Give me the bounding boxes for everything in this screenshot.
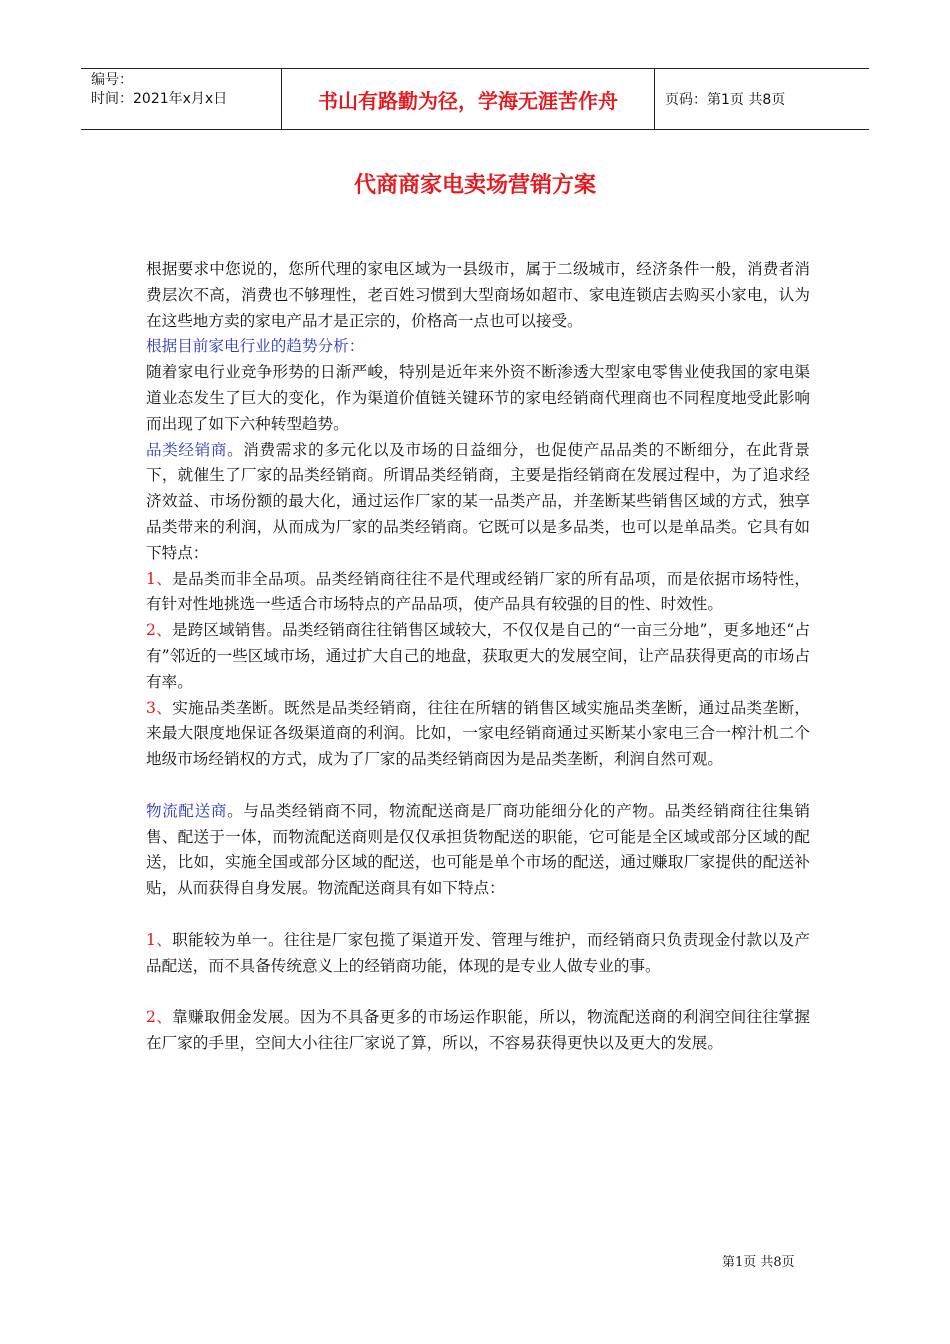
category-item-2 <box>146 618 810 695</box>
header-page-number: 页码：第1页 共8页 <box>665 92 786 108</box>
list-number: 2、 <box>146 1008 173 1027</box>
logistics-dealer-lead: 物流配送商 <box>146 801 228 820</box>
list-item-text: 是品类而非全品项。品类经销商往往不是代理或经销厂家的所有品项，而是依据市场特性，有针对性地挑选一些适合市场特点的产品品项，使产品具有较强的目的性、时效性。 <box>146 569 810 614</box>
intro-paragraph: 根据要求中您说的，您所代理的家电区域为一县级市，属于二级城市，经济条件一般，消费者消费层次不高，消费也不够理性，老百姓习惯到大型商场如超市、家电连锁店去购买小家电，认为在这些地方卖的家电产品才是正宗的，价格高一点也可以接受。 <box>146 260 810 330</box>
category-paragraph <box>146 438 810 567</box>
document-header <box>81 68 869 130</box>
document-title: 代商商家电卖场营销方案 <box>353 173 596 198</box>
category-item-3 <box>146 696 810 773</box>
document-date-label: 时间：2021年x月x日 <box>91 91 228 107</box>
logistics-dealer-text: 。与品类经销商不同，物流配送商是厂商功能细分化的产物。品类经销商往往集销售、配送于一体，而物流配送商则是仅仅承担货物配送的职能，它可能是全区域或部分区域的配送，比如，实施全国或部分区域的配送，也可能是单个市场的配送，通过赚取厂家提供的配送补贴，从而获得自身发展。物流配送商具有如下特点： <box>146 801 810 898</box>
page-footer: 第1页 共8页 <box>722 1255 795 1270</box>
paragraph-gap <box>146 979 810 1005</box>
category-dealer-lead: 品类经销商 <box>146 440 228 459</box>
header-meta <box>81 69 281 129</box>
document-body <box>146 257 810 1057</box>
paragraph-gap <box>146 773 810 799</box>
list-number: 3、 <box>146 698 173 717</box>
logistics-item-1 <box>146 928 810 980</box>
list-item-text: 靠赚取佣金发展。因为不具备更多的市场运作职能，所以，物流配送商的利润空间往往掌握在厂家的手里，空间大小往往厂家说了算，所以，不容易获得更快以及更大的发展。 <box>146 1008 810 1052</box>
trend-paragraph: 随着家电行业竞争形势的日渐严峻，特别是近年来外资不断渗透大型家电零售业使我国的家电渠道业态发生了巨大的变化，作为渠道价值链关键环节的家电经销商代理商也不同程度地受此影响而出现了如下六种转型趋势。 <box>146 363 810 433</box>
list-number: 1、 <box>146 569 173 588</box>
category-dealer-text: 。消费需求的多元化以及市场的日益细分，也促使产品品类的不断细分，在此背景下，就催生了厂家的品类经销商。所谓品类经销商，主要是指经销商在发展过程中，为了追求经济效益、市场份额的最大化，通过运作厂家的某一品类产品，并垄断某些销售区域的方式，独享品类带来的利润，从而成为厂家的品类经销商。它既可以是多品类，也可以是单品类。它具有如下特点： <box>146 440 810 562</box>
list-number: 1、 <box>146 930 173 949</box>
paragraph-gap <box>146 902 810 928</box>
document-number-label: 编号： <box>91 72 133 88</box>
logistics-item-2 <box>146 1005 810 1057</box>
logistics-paragraph <box>146 799 810 902</box>
list-item-text: 职能较为单一。往往是厂家包揽了渠道开发、管理与维护，而经销商只负责现金付款以及产品配送，而不具备传统意义上的经销商功能，体现的是专业人做专业的事。 <box>146 930 810 975</box>
category-item-1 <box>146 567 810 619</box>
list-number: 2、 <box>146 621 172 640</box>
list-item-text: 实施品类垄断。既然是品类经销商，往往在所辖的销售区域实施品类垄断，通过品类垄断，来最大限度地保证各级渠道商的利润。比如，一家电经销商通过买断某小家电三合一榨汁机二个地级市场经销权的方式，成为了厂家的品类经销商因为是品类垄断，利润自然可观。 <box>146 698 810 769</box>
header-motto: 书山有路勤为径，学海无涯苦作舟 <box>281 69 655 129</box>
list-item-text: 是跨区域销售。品类经销商往往销售区域较大，不仅仅是自己的“一亩三分地”，更多地还“占有”邻近的一些区域市场，通过扩大自己的地盘，获取更大的发展空间，让产品获得更高的市场占有率。 <box>146 621 811 691</box>
trend-heading: 根据目前家电行业的趋势分析： <box>146 337 365 356</box>
